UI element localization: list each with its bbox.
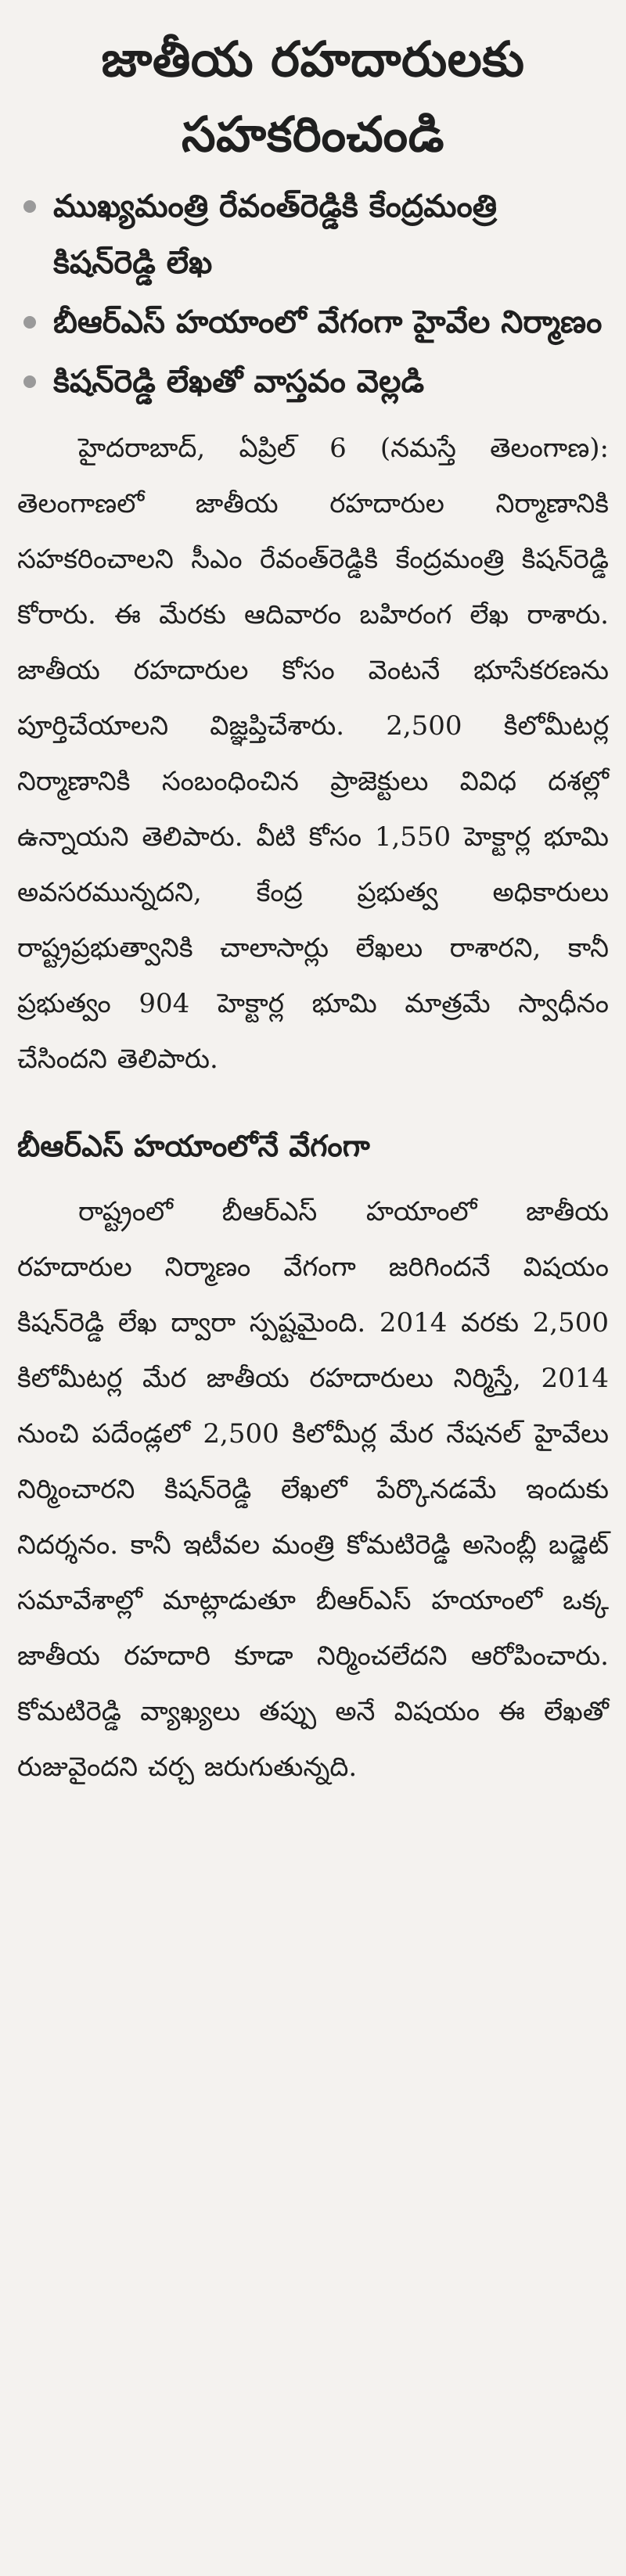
- bullet-text: ముఖ్యమంత్రి రేవంత్‌రెడ్డికి కేంద్రమంత్రి కిషన్‌రెడ్డి లేఖ: [53, 189, 498, 281]
- headline-line-2: సహకరించండి: [181, 106, 444, 163]
- body-paragraph-1: హైదరాబాద్‌, ఏప్రిల్‌ 6 (నమస్తే తెలంగాణ): తెలంగాణలో జాతీయ రహదారుల నిర్మాణానికి సహకరించాలని సీఎం రేవంత్‌రెడ్డికి కేంద్రమంత్రి కిషన్‌రెడ్డి కోరారు. ఈ మేరకు ఆదివారం బహిరంగ లేఖ రాశారు. జాతీయ రహదారుల కోసం వెంటనే భూసేకరణను పూర్తిచేయాలని విజ్ఞప్తిచేశారు. 2,500 కిలోమీటర్ల నిర్మాణానికి సంబంధించిన ప్రాజెక్టులు వివిధ దశల్లో ఉన్నాయని తెలిపారు. వీటి కోసం 1,550 హెక్టార్ల భూమి అవసరమున్నదని, కేంద్ర ప్రభుత్వ అధికారులు రాష్ట్రప్రభుత్వానికి చాలాసార్లు లేఖలు రాశారని, కానీ ప్రభుత్వం 904 హెక్టార్ల భూమి మాత్రమే స్వాధీనం చేసిందని తెలిపారు.: [17, 433, 609, 1075]
- bullet-dot-icon: [23, 200, 36, 213]
- headline: [17, 22, 609, 172]
- headline-line-1: జాతీయ రహదారులకు: [101, 31, 525, 88]
- bullet-text: కిషన్‌రెడ్డి లేఖతో వాస్తవం వెల్లడి: [53, 364, 425, 400]
- summary-bullet: [17, 294, 609, 350]
- bullet-dot-icon: [23, 375, 36, 388]
- bullet-dot-icon: [23, 316, 36, 329]
- subheading: బీఆర్‌ఎస్‌ హయాంలోనే వేగంగా: [17, 1129, 370, 1163]
- bullet-text: బీఆర్‌ఎస్‌ హయాంలో వేగంగా హైవేల నిర్మాణం: [53, 304, 603, 340]
- summary-bullets: [17, 178, 609, 410]
- summary-bullet: [17, 178, 609, 291]
- body-paragraph-2: రాష్ట్రంలో బీఆర్‌ఎస్‌ హయాంలో జాతీయ రహదారుల నిర్మాణం వేగంగా జరిగిందనే విషయం కిషన్‌రెడ్డి లేఖ ద్వారా స్పష్టమైంది. 2014 వరకు 2,500 కిలోమీటర్ల మేర జాతీయ రహదారులు నిర్మిస్తే, 2014 నుంచి పదేండ్లలో 2,500 కిలోమీర్ల మేర నేషనల్‌ హైవేలు నిర్మించారని కిషన్‌రెడ్డి లేఖలో పేర్కొనడమే ఇందుకు నిదర్శనం. కానీ ఇటీవల మంత్రి కోమటిరెడ్డి అసెంబ్లీ బడ్జెట్‌ సమావేశాల్లో మాట్లాడుతూ బీఆర్‌ఎస్‌ హయాంలో ఒక్క జాతీయ రహదారి కూడా నిర్మించలేదని ఆరోపించారు. కోమటిరెడ్డి వ్యాఖ్యలు తప్పు అనే విషయం ఈ లేఖతో రుజువైందని చర్చ జరుగుతున్నది.: [17, 1196, 609, 1783]
- summary-bullet: [17, 354, 609, 410]
